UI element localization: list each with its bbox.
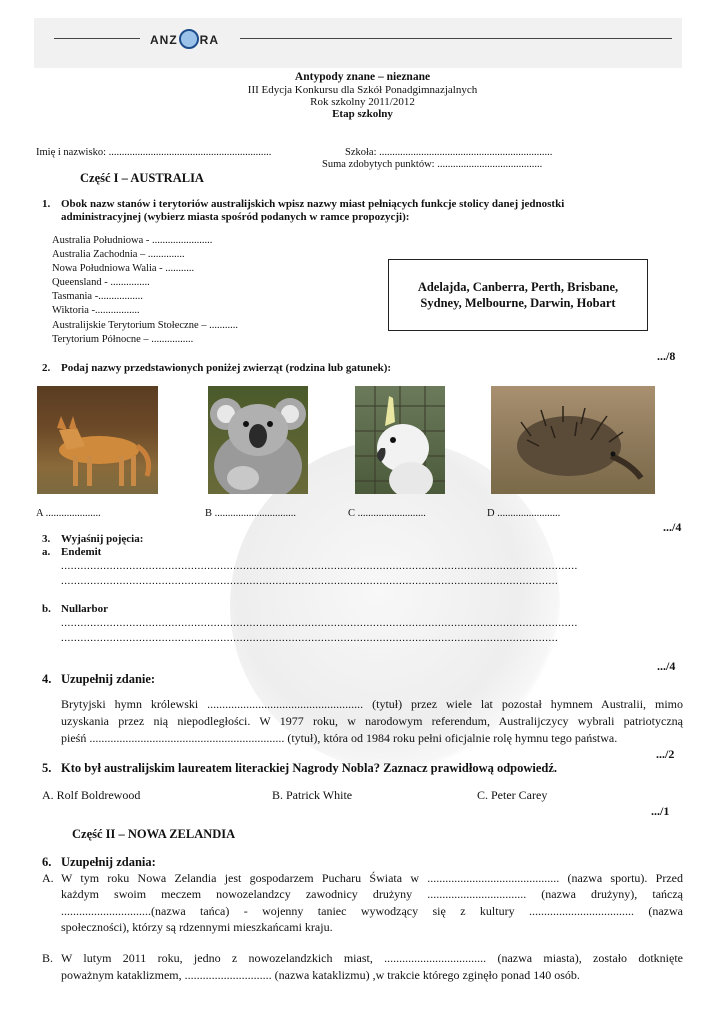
koala-image [208,386,308,494]
q1-item-6[interactable]: Wiktoria -................. [52,305,140,316]
dingo-image [37,386,158,494]
q2-label-a[interactable]: A ..................... [36,508,101,519]
q5-text: Kto był australijskim laureatem literackiej Nagrody Nobla? Zaznacz prawidłową odpowiedź. [61,761,558,775]
q3-b-label: b. [42,603,51,615]
cities-box-line1: Adelajda, Canberra, Perth, Brisbane, [417,280,619,294]
cities-box-line2: Sydney, Melbourne, Darwin, Hobart [420,296,616,310]
q1-text-line1: Obok nazw stanów i terytoriów australijskich wpisz nazwy miast pełniących funkcje stolicy danej jednostki [61,198,565,210]
q3-a-answer-line2[interactable]: ......................................................................................................................................................... [61,575,559,587]
q1-score: .../8 [657,349,676,363]
q1-item-7[interactable]: Australijskie Terytorium Stołeczne – ........... [52,320,238,331]
q6-b-label: B. [42,951,54,965]
photo-c-cockatoo [355,386,445,494]
q3-b-answer-line1[interactable]: ............................................................................................................................................................... [61,617,578,629]
part2-title: Część II – NOWA ZELANDIA [72,827,236,841]
q2-label-b[interactable]: B ............................... [205,508,297,519]
header-band [34,18,682,68]
q2-label-c[interactable]: C .......................... [348,508,426,519]
points-field[interactable]: Suma zdobytych punktów: ........................................ [322,159,543,170]
q3-a-term: Endemit [61,546,102,558]
name-field[interactable]: Imię i nazwisko: .............................................................. [36,147,272,158]
q3-b-answer-line2[interactable]: ......................................................................................................................................................... [61,632,559,644]
q4-number: 4. [42,672,52,686]
q3-score: .../4 [657,659,676,673]
page-subtitle: III Edycja Konkursu dla Szkół Ponadgimnazjalnych [247,84,478,96]
q1-item-1[interactable]: Australia Południowa - ....................... [52,235,213,246]
q3-number: 3. [42,533,51,545]
photo-d-echidna [491,386,655,494]
q5-option-a[interactable]: A. Rolf Boldrewood [42,788,141,802]
q2-number: 2. [42,362,51,374]
magnifier-globe-icon [179,29,199,49]
q3-text: Wyjaśnij pojęcia: [61,533,144,545]
q6-a-line4: społeczności), którzy są rdzennymi mieszkańcami kraju. [61,920,333,934]
q6-a-line3[interactable]: ..............................(nazwa tańca) - wojenny taniec wywodzący się z kultury ................................... (nazwa [61,904,683,918]
photo-b-koala [208,386,308,494]
q4-line3[interactable]: pieśń ................................................................. (tytuł), która od 1984 roku pełni oficjalnie rolę hymnu tego państwa. [61,731,618,745]
stage-label: Etap szkolny [332,108,393,120]
q3-a-label: a. [42,546,51,558]
header-rule-left [54,38,140,39]
q6-a-line2[interactable]: każdym swoim meczem nowozelandzcy zawodnicy drużyny ................................. (nazwa drużyny), tańczą [61,887,683,901]
school-field[interactable]: Szkoła: .................................................................. [345,147,553,158]
q4-line2: uzyskania przez nią niepodległości. W 1977 roku, w narodowym referendum, Australijczycy wybrali patriotyczną [61,714,683,728]
q1-item-8[interactable]: Terytorium Północne – ................ [52,334,194,345]
logo-text-right: RA [199,33,220,47]
q2-text: Podaj nazwy przedstawionych poniżej zwierząt (rodzina lub gatunek): [61,362,392,374]
q5-option-b[interactable]: B. Patrick White [272,788,353,802]
logo-text-left: ANZ [150,33,178,47]
q1-item-3[interactable]: Nowa Południowa Walia - ........... [52,263,195,274]
q6-a-label: A. [42,871,54,885]
cockatoo-image [355,386,445,494]
q1-item-4[interactable]: Queensland - ............... [52,277,150,288]
q5-number: 5. [42,761,52,775]
q3-a-answer-line1[interactable]: ............................................................................................................................................................... [61,560,578,572]
q2-label-d[interactable]: D ........................ [487,508,561,519]
q1-text-line2: administracyjnej (wybierz miasta spośród podanych w ramce propozycji): [61,211,410,223]
q1-number: 1. [42,198,51,210]
anzora-logo [150,26,232,54]
q1-item-5[interactable]: Tasmania -................. [52,291,143,302]
q6-text: Uzupełnij zdania: [61,855,156,869]
q4-line1[interactable]: Brytyjski hymn królewski .................................................... (tytuł) przez wiele lat pozostał hymnem Australii, mimo [61,697,683,711]
photo-a-dingo [37,386,158,494]
cities-box [388,259,648,331]
q6-number: 6. [42,855,52,869]
q5-option-c[interactable]: C. Peter Carey [477,788,548,802]
q2-score: .../4 [663,520,682,534]
q3-b-term: Nullarbor [61,603,109,615]
school-year: Rok szkolny 2011/2012 [310,96,415,108]
q1-item-2[interactable]: Australia Zachodnia – .............. [52,249,185,260]
echidna-image [491,386,655,494]
q6-b-line2[interactable]: poważnym kataklizmem, ............................. (nazwa kataklizmu) ,w trakcie którego zginęło ponad 140 osób. [61,968,580,982]
q6-a-line1[interactable]: W tym roku Nowa Zelandia jest gospodarzem Pucharu Świata w ............................................ (nazwa sportu). Przed [61,871,683,885]
part1-title: Część I – AUSTRALIA [80,171,204,185]
page-title: Antypody znane – nieznane [294,71,431,83]
q5-score: .../1 [651,804,670,818]
header-rule-right [240,38,672,39]
q4-score: .../2 [656,747,675,761]
q6-b-line1[interactable]: W lutym 2011 roku, jedno z nowozelandzkich miast, .................................. (nazwa miasta), zostało dotknięte [61,951,683,965]
q4-text: Uzupełnij zdanie: [61,672,156,686]
